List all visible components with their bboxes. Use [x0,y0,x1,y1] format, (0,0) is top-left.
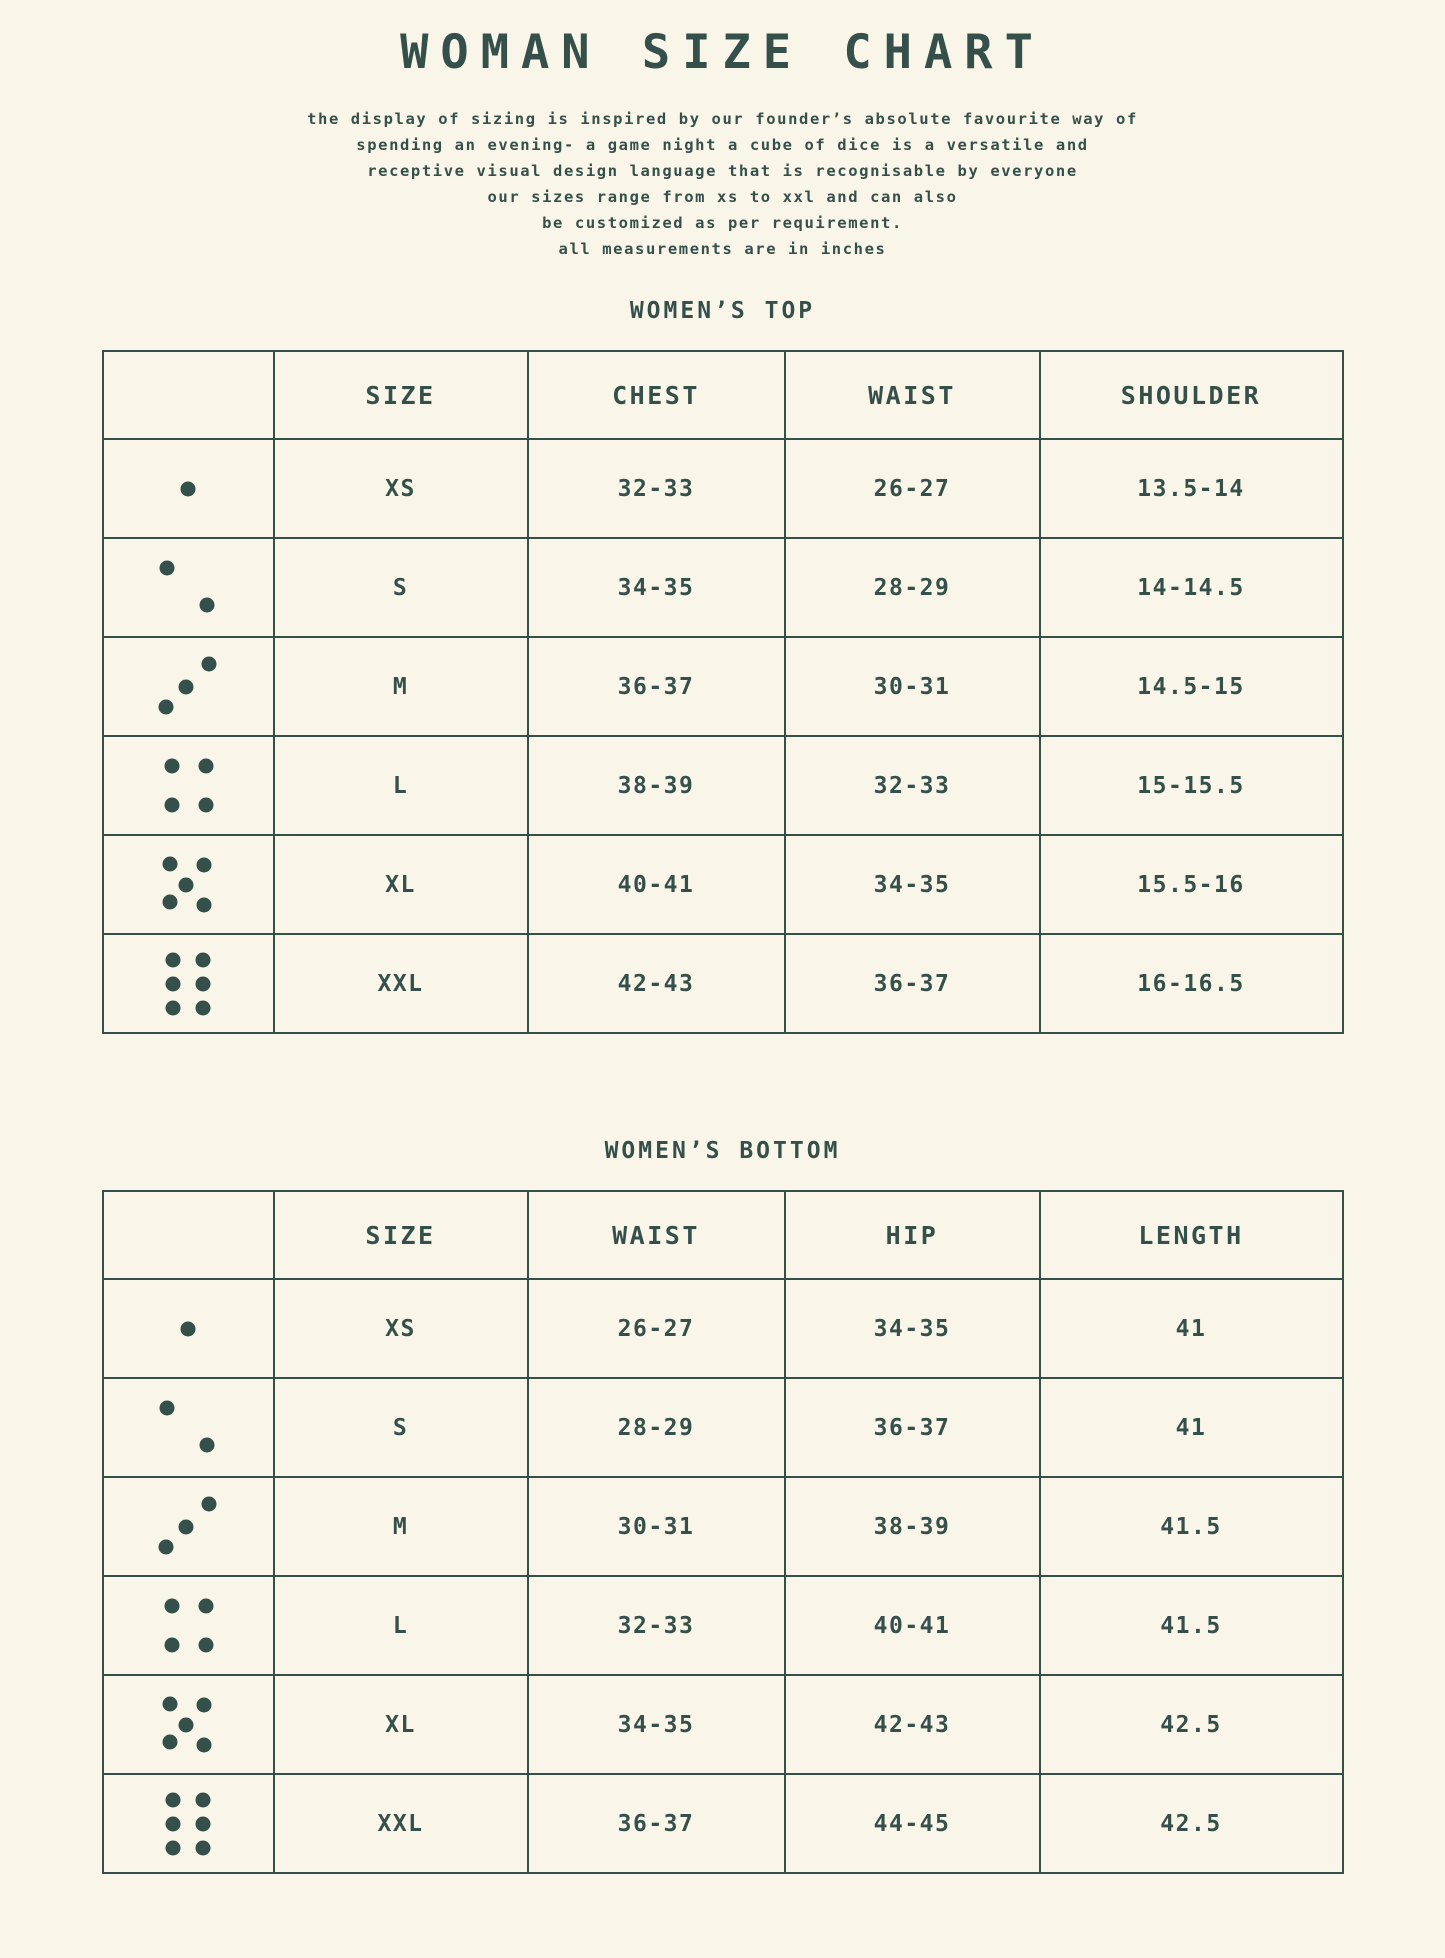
dice-3-icon [148,647,228,727]
womens-bottom-table [102,1190,1344,1874]
dice-pip [165,1792,180,1807]
dice-cell [103,1279,274,1378]
dice-pip [197,858,212,873]
dice-pip [163,1735,178,1750]
table-row [103,439,1343,538]
value-cell: 32-33 [528,439,785,538]
dice-pip [196,1816,211,1831]
value-cell: L [274,1576,528,1675]
value-cell: 30-31 [785,637,1040,736]
table-row [103,1576,1343,1675]
dice-pip [201,657,216,672]
value-cell: XL [274,1675,528,1774]
value-cell: 36-37 [528,1774,785,1873]
dice-cell [103,1576,274,1675]
column-header: WAIST [528,1191,785,1279]
value-cell: M [274,1477,528,1576]
dice-pip [165,759,180,774]
womens-bottom-section [0,1138,1445,1874]
description-line: spending an evening- a game night a cube of dice is a versatile and [356,136,1089,155]
dice-pip [165,976,180,991]
column-header: WAIST [785,351,1040,439]
value-cell: 34-35 [785,835,1040,934]
value-cell: 36-37 [785,934,1040,1033]
dice-pip [181,1321,196,1336]
value-cell: 42.5 [1040,1675,1343,1774]
value-cell: 14-14.5 [1040,538,1343,637]
value-cell: 34-35 [785,1279,1040,1378]
value-cell: 16-16.5 [1040,934,1343,1033]
table-row [103,1774,1343,1873]
dice-pip [179,1519,194,1534]
value-cell: 28-29 [528,1378,785,1477]
value-cell: 42-43 [785,1675,1040,1774]
value-cell: 15.5-16 [1040,835,1343,934]
value-cell: XS [274,439,528,538]
dice-pip [158,700,173,715]
dice-pip [196,976,211,991]
header-row [103,1191,1343,1279]
table-row [103,1675,1343,1774]
value-cell: 32-33 [528,1576,785,1675]
dice-1-icon [148,449,228,529]
table-row [103,538,1343,637]
dice-pip [165,1816,180,1831]
value-cell: 34-35 [528,538,785,637]
dice-pip [201,1497,216,1512]
value-cell: 14.5-15 [1040,637,1343,736]
table-row [103,835,1343,934]
value-cell: 26-27 [528,1279,785,1378]
dice-pip [196,1792,211,1807]
value-cell: S [274,538,528,637]
dice-pip [198,797,213,812]
dice-5-icon [148,1685,228,1765]
tables-container [0,298,1445,1874]
table-row [103,934,1343,1033]
value-cell: 32-33 [785,736,1040,835]
value-cell: 38-39 [528,736,785,835]
value-cell: XXL [274,1774,528,1873]
value-cell: 13.5-14 [1040,439,1343,538]
description-line: our sizes range from xs to xxl and can also [487,188,958,207]
table-row [103,1378,1343,1477]
dice-pip [200,1438,215,1453]
dice-pip [160,561,175,576]
dice-column-header [103,1191,274,1279]
dice-pip [165,1637,180,1652]
value-cell: 44-45 [785,1774,1040,1873]
value-cell: 34-35 [528,1675,785,1774]
value-cell: XXL [274,934,528,1033]
dice-pip [165,952,180,967]
dice-pip [160,1401,175,1416]
column-header: LENGTH [1040,1191,1343,1279]
value-cell: M [274,637,528,736]
dice-pip [165,1599,180,1614]
dice-pip [181,481,196,496]
dice-cell [103,1675,274,1774]
dice-pip [163,856,178,871]
dice-column-header [103,351,274,439]
value-cell: 36-37 [528,637,785,736]
dice-2-icon [148,1388,228,1468]
dice-pip [179,877,194,892]
header-row [103,351,1343,439]
dice-pip [196,1840,211,1855]
dice-cell [103,439,274,538]
value-cell: 41 [1040,1279,1343,1378]
column-header: CHEST [528,351,785,439]
dice-cell [103,835,274,934]
womens-bottom-title: WOMEN’S BOTTOM [604,1138,841,1165]
value-cell: 40-41 [528,835,785,934]
dice-5-icon [148,845,228,925]
page-title: WOMAN SIZE CHART [400,25,1045,80]
womens-top-section [0,298,1445,1034]
value-cell: 40-41 [785,1576,1040,1675]
dice-pip [197,1738,212,1753]
value-cell: S [274,1378,528,1477]
value-cell: XL [274,835,528,934]
dice-pip [165,797,180,812]
dice-cell [103,1378,274,1477]
value-cell: 41.5 [1040,1576,1343,1675]
value-cell: 41 [1040,1378,1343,1477]
value-cell: 28-29 [785,538,1040,637]
dice-pip [179,1717,194,1732]
dice-pip [198,759,213,774]
womens-top-table [102,350,1344,1034]
dice-cell [103,637,274,736]
table-row [103,1279,1343,1378]
dice-pip [165,1840,180,1855]
dice-pip [198,1599,213,1614]
value-cell: 36-37 [785,1378,1040,1477]
dice-pip [200,598,215,613]
value-cell: 15-15.5 [1040,736,1343,835]
table-row [103,637,1343,736]
dice-6-icon [148,944,228,1024]
table-row [103,1477,1343,1576]
description-line: receptive visual design language that is recognisable by everyone [367,162,1078,181]
dice-cell [103,1477,274,1576]
dice-3-icon [148,1487,228,1567]
value-cell: 42.5 [1040,1774,1343,1873]
womens-top-title: WOMEN’S TOP [629,298,816,325]
dice-cell [103,934,274,1033]
description-line: the display of sizing is inspired by our founder’s absolute favourite way of [307,110,1138,129]
dice-pip [197,898,212,913]
dice-pip [198,1637,213,1652]
value-cell: 42-43 [528,934,785,1033]
dice-2-icon [148,548,228,628]
dice-cell [103,736,274,835]
dice-pip [197,1698,212,1713]
value-cell: L [274,736,528,835]
value-cell: 30-31 [528,1477,785,1576]
dice-pip [179,679,194,694]
dice-pip [196,952,211,967]
description-line: be customized as per requirement. [542,214,903,233]
column-header: SIZE [274,1191,528,1279]
dice-pip [196,1000,211,1015]
column-header: HIP [785,1191,1040,1279]
column-header: SHOULDER [1040,351,1343,439]
dice-pip [163,1696,178,1711]
value-cell: 38-39 [785,1477,1040,1576]
dice-pip [165,1000,180,1015]
dice-4-icon [148,1586,228,1666]
value-cell: 26-27 [785,439,1040,538]
value-cell: XS [274,1279,528,1378]
dice-cell [103,1774,274,1873]
dice-cell [103,538,274,637]
dice-1-icon [148,1289,228,1369]
dice-6-icon [148,1784,228,1864]
dice-pip [163,895,178,910]
dice-pip [158,1540,173,1555]
description-line: all measurements are in inches [558,240,887,259]
table-row [103,736,1343,835]
value-cell: 41.5 [1040,1477,1343,1576]
column-header: SIZE [274,351,528,439]
dice-4-icon [148,746,228,826]
intro-description [0,106,1445,262]
